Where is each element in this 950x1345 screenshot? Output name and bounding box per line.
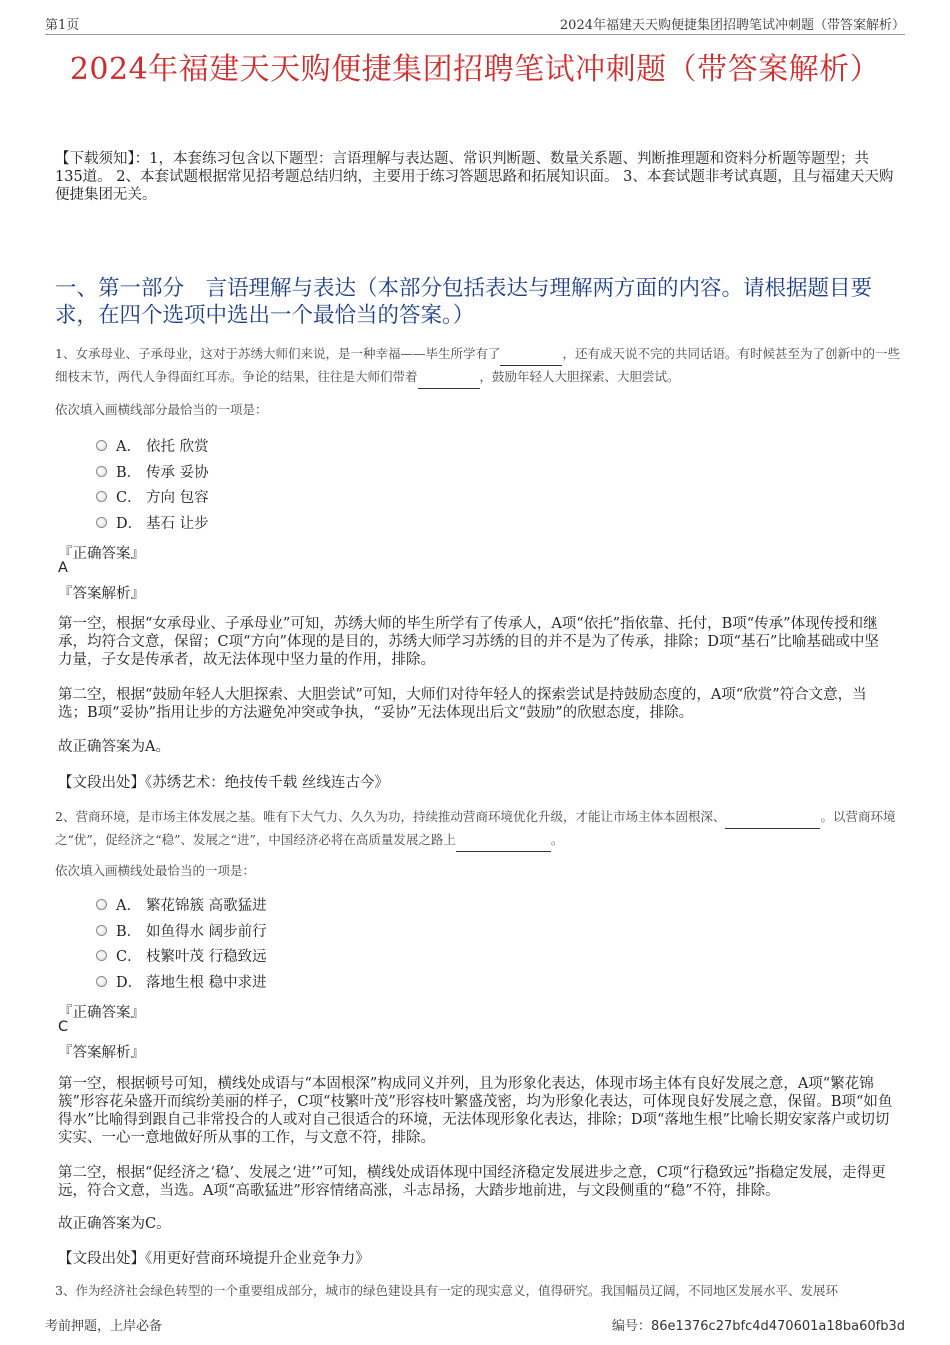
question-3-text: 3、作为经济社会绿色转型的一个重要组成部分，城市的绿色建设具有一定的现实意义，值得研究。我国幅员辽阔，不同地区发展水平、发展环 — [55, 1283, 838, 1298]
option-c[interactable]: C． 方向 包容 — [96, 484, 209, 510]
correct-answer: A — [58, 560, 68, 576]
analysis-paragraph-1: 第一空，根据顿号可知，横线处成语与“本固根深”构成同义并列，且为形象化表达，体现市场主体有良好发展之意，A项“繁花锦簇”形容花朵盛开而缤纷美丽的样子，C项“枝繁叶茂”形容枝叶繁盛茂密，均为形象化表达，可体现良好发展之意，保留。B项“如鱼得水”比喻得到跟自己非常投合的人或对自己很适合的环境，无法体现形象化表达，排除；D项“落地生根”比喻长期安家落户或切切实实、一心一意地做好所从事的工作，与文意不符，排除。 — [58, 1076, 893, 1146]
option-d[interactable]: D． 基石 让步 — [96, 510, 209, 536]
option-b[interactable]: B． 如鱼得水 阔步前行 — [96, 918, 267, 944]
analysis-paragraph-2: 第二空，根据“促经济之‘稳’、发展之‘进’”可知，横线处成语体现中国经济稳定发展进步之意，C项“行稳致远”指稳定发展，走得更远，符合文意，当选。A项“高歌猛进”形容情绪高涨，斗志昂扬，大踏步地前进，与文段侧重的“稳”不符，排除。 — [58, 1165, 886, 1199]
conclusion: 故正确答案为C。 — [58, 1216, 171, 1232]
header-doc-title: 2024年福建天天购便捷集团招聘笔试冲刺题（带答案解析） — [559, 18, 905, 33]
radio-icon[interactable] — [96, 440, 107, 451]
analysis-label: 『答案解析』 — [58, 1045, 145, 1061]
option-a[interactable]: A． 依托 欣赏 — [96, 433, 209, 459]
source-citation: 【文段出处】《用更好营商环境提升企业竞争力》 — [58, 1251, 370, 1267]
radio-icon[interactable] — [96, 517, 107, 528]
radio-icon[interactable] — [96, 491, 107, 502]
page-header — [45, 14, 905, 35]
correct-answer: C — [58, 1019, 69, 1035]
question-1-prompt: 依次填入画横线部分最恰当的一项是： — [55, 402, 268, 417]
blank-2 — [456, 829, 551, 852]
document-id: 编号：86e1376c27bfc4d470601a18ba60fb3d — [611, 1319, 905, 1334]
radio-icon[interactable] — [96, 950, 107, 961]
radio-icon[interactable] — [96, 466, 107, 477]
section-heading: 一、第一部分 言语理解与表达（本部分包括表达与理解两方面的内容。请根据题目要求，在四个选项中选出一个最恰当的答案。） — [55, 276, 873, 328]
conclusion: 故正确答案为A。 — [58, 739, 170, 755]
document-title: 2024年福建天天购便捷集团招聘笔试冲刺题（带答案解析） — [69, 52, 881, 87]
blank-1 — [725, 806, 820, 829]
radio-icon[interactable] — [96, 899, 107, 910]
footer-slogan: 考前押题，上岸必备 — [45, 1319, 163, 1334]
radio-icon[interactable] — [96, 976, 107, 987]
option-c[interactable]: C． 枝繁叶茂 行稳致远 — [96, 943, 267, 969]
download-notice: 【下载须知】：1，本套练习包含以下题型：言语理解与表达题、常识判断题、数量关系题、判断推理题和资料分析题等题型；共135道。 2、本套试题根据常见招考题总结归纳，主要用于练习答题思路和拓展知识面。 3、本套试题非考试真题，且与福建天天购便捷集团无关。 — [55, 151, 894, 203]
blank-1 — [500, 343, 562, 366]
question-2-options — [96, 892, 267, 994]
blank-2 — [418, 366, 480, 389]
page-footer — [45, 1315, 905, 1334]
source-citation: 【文段出处】《苏绣艺术：绝技传千载 丝线连古今》 — [58, 775, 389, 791]
answer-label: 『正确答案』 — [58, 546, 145, 562]
answer-label: 『正确答案』 — [58, 1005, 145, 1021]
option-a[interactable]: A． 繁花锦簇 高歌猛进 — [96, 892, 267, 918]
question-1-options — [96, 433, 209, 535]
question-1-text: 1、女承母业、子承母业，这对于苏绣大师们来说，是一种幸福——毕生所学有了 ，还有成天说不完的共同话语。有时候甚至为了创新中的一些细枝末节，两代人争得面红耳赤。争论的结果，往往是大师们带着 ，鼓励年轻人大胆探索、大胆尝试。 — [55, 343, 900, 389]
page-number: 第1页 — [45, 18, 80, 33]
radio-icon[interactable] — [96, 925, 107, 936]
analysis-paragraph-1: 第一空，根据“女承母业、子承母业”可知，苏绣大师的毕生所学有了传承人，A项“依托”指依靠、托付，B项“传承”体现传授和继承，均符合文意，保留；C项“方向”体现的是目的，苏绣大师学习苏绣的目的并不是为了传承，排除；D项“基石”比喻基础或中坚力量，子女是传承者，故无法体现中坚力量的作用，排除。 — [58, 616, 879, 668]
analysis-paragraph-2: 第二空，根据“鼓励年轻人大胆探索、大胆尝试”可知，大师们对待年轻人的探索尝试是持鼓励态度的，A项“欣赏”符合文意，当选；B项“妥协”指用让步的方法避免冲突或争执，“妥协”无法体现出后文“鼓励”的欣慰态度，排除。 — [58, 687, 867, 721]
option-b[interactable]: B． 传承 妥协 — [96, 459, 209, 485]
analysis-label: 『答案解析』 — [58, 586, 145, 602]
question-2-prompt: 依次填入画横线处最恰当的一项是： — [55, 863, 256, 878]
question-2-text: 2、营商环境，是市场主体发展之基。唯有下大气力、久久为功，持续推动营商环境优化升级，才能让市场主体本固根深、 。以营商环境之“优”，促经济之“稳”、发展之“进”，中国经济必将在高质量发展之路上 。 — [55, 806, 900, 852]
option-d[interactable]: D． 落地生根 稳中求进 — [96, 969, 267, 995]
